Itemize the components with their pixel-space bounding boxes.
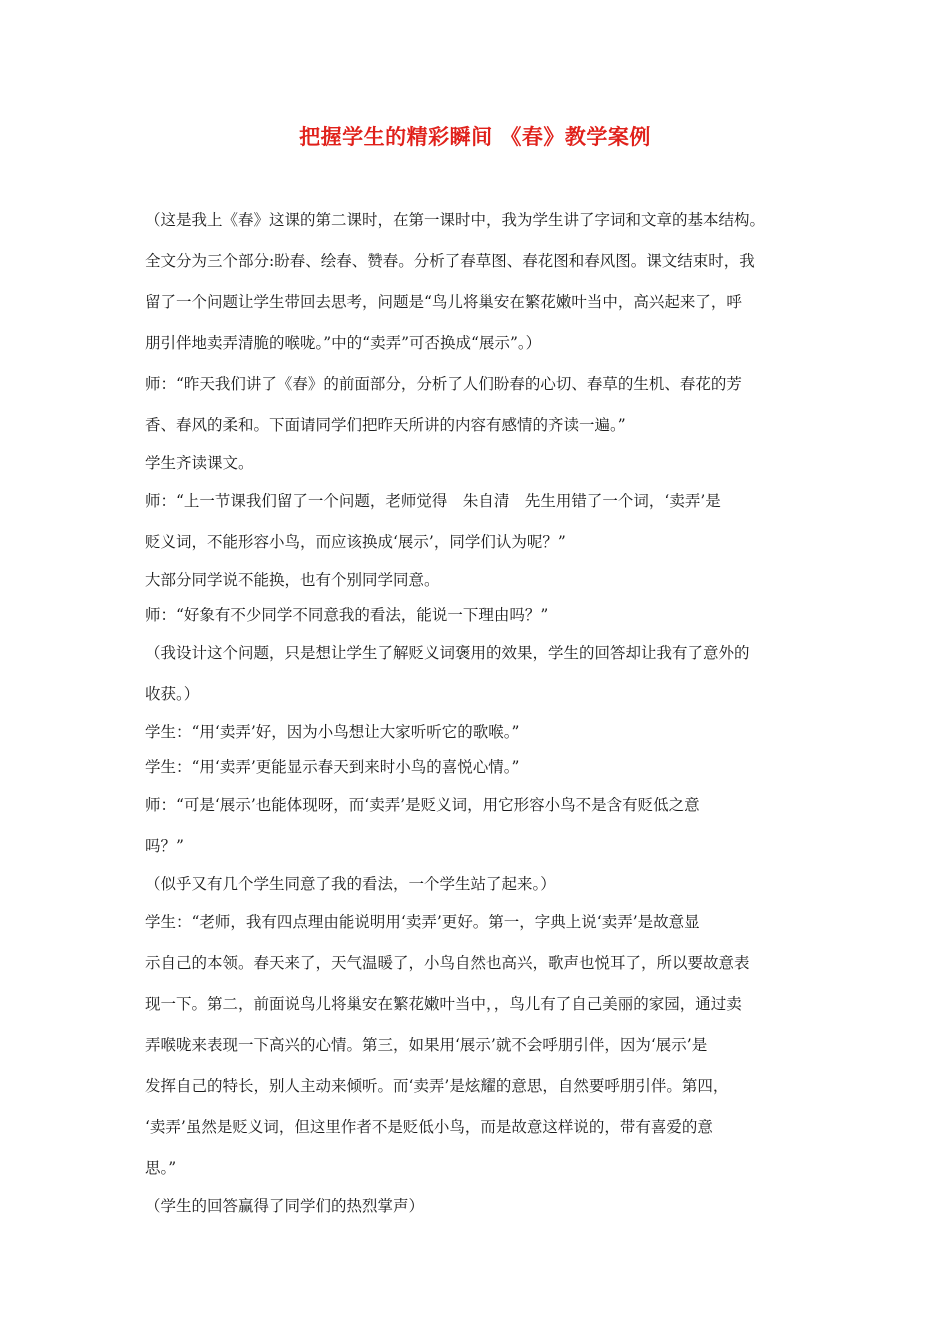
text-line: 学生：“用‘卖弄’好，因为小鸟想让大家听听它的歌喉。” [145,723,520,741]
text-line: 师：“昨天我们讲了《春》的前面部分，分析了人们盼春的心切、春草的生机、春花的芳 [145,375,742,393]
text-line: （学生的回答赢得了同学们的热烈掌声） [145,1197,425,1215]
text-line: 弄喉咙来表现一下高兴的心情。第三，如果用‘展示’就不会呼朋引伴，因为‘展示’是 [145,1036,708,1054]
paragraph-teacher-3 [145,598,810,633]
paragraph-teacher-2 [145,481,810,563]
text-line: 全文分为三个部分:盼春、绘春、赞春。分析了春草图、春花图和春风图。课文结束时，我 [145,252,755,270]
text-line: （我设计这个问题，只是想让学生了解贬义词褒用的效果，学生的回答却让我有了意外的 [145,644,750,662]
document-body [145,200,810,1224]
paragraph-student-1 [145,715,810,750]
text-line: 师：“可是‘展示’也能体现呀，而‘卖弄’是贬义词，用它形容小鸟不是含有贬低之意 [145,796,700,814]
text-line: 吗？” [145,837,184,855]
text-line: 朋引伴地卖弄清脆的喉咙。”中的“卖弄”可否换成“展示”。） [145,334,542,352]
text-line: 贬义词，不能形容小鸟，而应该换成‘展示’，同学们认为呢？” [145,533,566,551]
text-line: 学生：“老师，我有四点理由能说明用‘卖弄’更好。第一，字典上说‘卖弄’是故意显 [145,913,700,931]
text-line: 收获。） [145,685,200,703]
text-line: 香、春风的柔和。下面请同学们把昨天所讲的内容有感情的齐读一遍。” [145,416,626,434]
paragraph-students-read [145,446,810,481]
text-line: 思。” [145,1159,177,1177]
paragraph-note-2 [145,867,810,902]
paragraph-note-3 [145,1189,810,1224]
paragraph-note-1 [145,633,810,715]
text-line: 学生齐读课文。 [145,454,254,472]
text-line: 示自己的本领。春天来了，天气温暖了，小鸟自然也高兴，歌声也悦耳了，所以要故意表 [145,954,750,972]
paragraph-student-2 [145,750,810,785]
text-line: 师：“好象有不少同学不同意我的看法，能说一下理由吗？” [145,606,549,624]
text-line: 发挥自己的特长，别人主动来倾听。而‘卖弄’是炫耀的意思，自然要呼朋引伴。第四， [145,1077,729,1095]
text-line: 留了一个问题让学生带回去思考，问题是“鸟儿将巢安在繁花嫩叶当中，高兴起来了，呼 [145,293,742,311]
text-line: 学生：“用‘卖弄’更能显示春天到来时小鸟的喜悦心情。” [145,758,520,776]
paragraph-teacher-4 [145,785,810,867]
document-title: 把握学生的精彩瞬间 《春》教学案例 [299,124,651,149]
text-line: ‘卖弄’虽然是贬义词，但这里作者不是贬低小鸟，而是故意这样说的，带有喜爱的意 [145,1118,713,1136]
text-line: （这是我上《春》这课的第二课时，在第一课时中，我为学生讲了字词和文章的基本结构。 [145,211,766,229]
text-line: 师：“上一节课我们留了一个问题，老师觉得 朱自清 先生用错了一个词，‘卖弄’是 [145,492,721,510]
text-line: 大部分同学说不能换，也有个别同学同意。 [145,571,440,589]
text-line: （似乎又有几个学生同意了我的看法，一个学生站了起来。） [145,875,556,893]
paragraph-intro [145,200,810,364]
paragraph-student-3 [145,902,810,1189]
text-line: 现一下。第二，前面说鸟儿将巢安在繁花嫩叶当中，，鸟儿有了自己美丽的家园，通过卖 [145,995,742,1013]
paragraph-teacher-1 [145,364,810,446]
paragraph-class-response [145,563,810,598]
